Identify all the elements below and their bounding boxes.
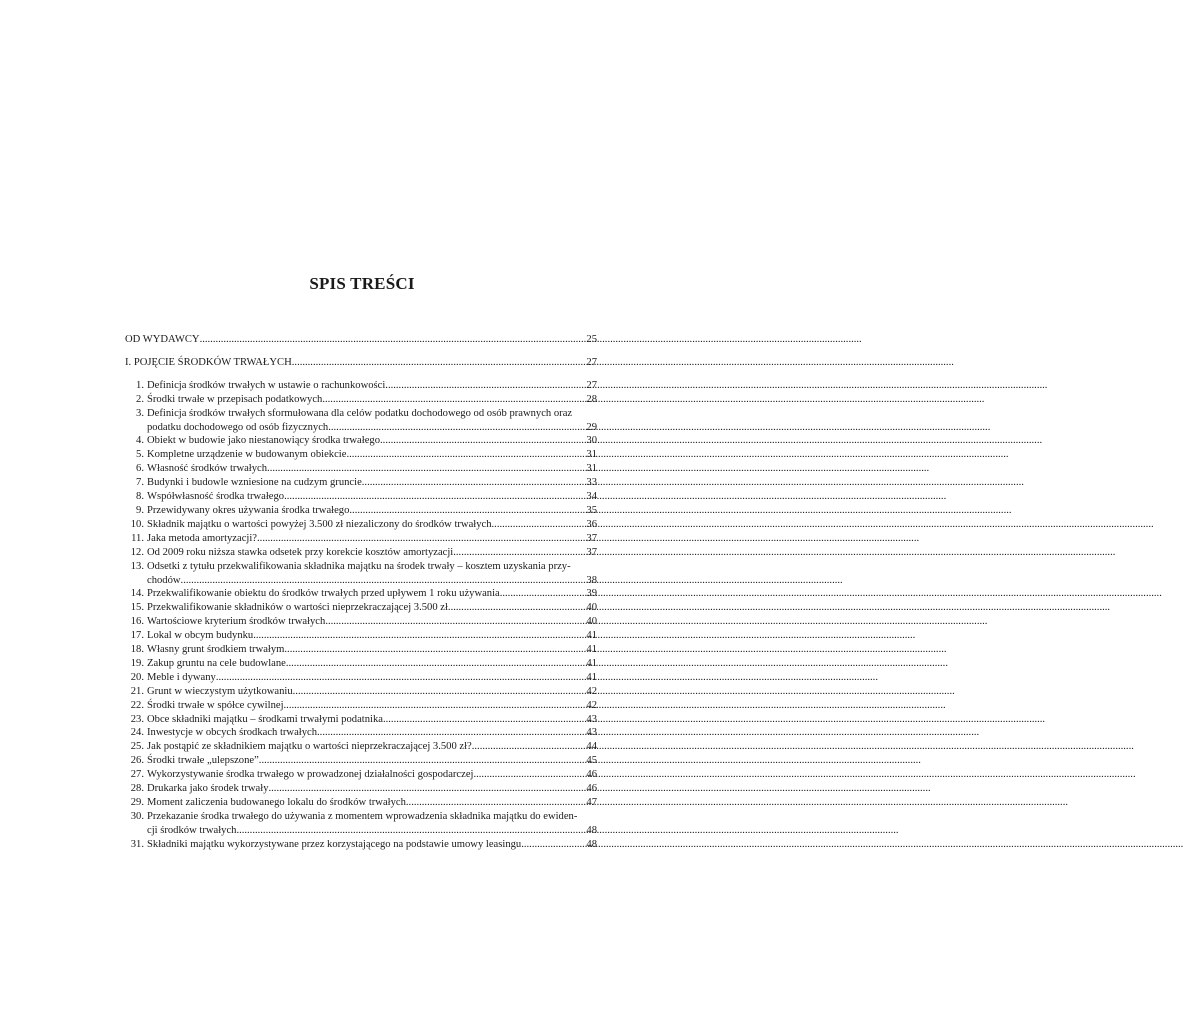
toc-leader-dots bbox=[257, 532, 585, 546]
toc-entry-title: cji środków trwałych bbox=[147, 824, 237, 836]
toc-leader-dots bbox=[385, 379, 585, 393]
toc-entry-number: 18. bbox=[130, 644, 144, 656]
toc-leader-dots bbox=[362, 476, 586, 490]
toc-leader-dots bbox=[453, 546, 585, 560]
toc-entry-title: Środki trwałe „ulepszone” bbox=[147, 755, 259, 767]
toc-entry bbox=[125, 782, 597, 796]
toc-entry-title: Inwestycje w obcych środkach trwałych bbox=[147, 727, 318, 739]
toc-leader-dots bbox=[216, 671, 586, 685]
toc-entry bbox=[125, 546, 597, 560]
toc-line bbox=[125, 699, 597, 713]
toc-line bbox=[125, 532, 597, 546]
toc-entry-number: 8. bbox=[136, 491, 144, 503]
toc-entry bbox=[125, 657, 597, 671]
toc-entry-title: Zakup gruntu na cele budowlane bbox=[147, 657, 286, 669]
toc-page-number: 39 bbox=[586, 588, 597, 600]
toc-entry-title: Składniki majątku wykorzystywane przez korzystającego na podstawie umowy leasingu bbox=[147, 838, 522, 850]
toc-entry-number: 25. bbox=[130, 741, 144, 753]
toc-page-number: 41 bbox=[586, 644, 597, 656]
toc-entry-number: 15. bbox=[130, 602, 144, 614]
toc-leader-dots bbox=[383, 713, 585, 727]
toc-leader-dots bbox=[284, 643, 585, 657]
toc-line bbox=[125, 824, 597, 838]
toc-line bbox=[125, 782, 597, 796]
toc-entry bbox=[125, 587, 597, 601]
toc-leader-dots bbox=[472, 740, 586, 754]
toc-entry-number: 22. bbox=[130, 699, 144, 711]
toc-line bbox=[125, 713, 597, 727]
toc-leader-dots bbox=[181, 574, 586, 588]
toc-entry-title: Kompletne urządzenie w budowanym obiekcie bbox=[147, 449, 347, 461]
toc-entry-title: OD WYDAWCY bbox=[125, 334, 200, 345]
toc-entry bbox=[125, 462, 597, 476]
toc-entry-number: 10. bbox=[130, 518, 144, 530]
toc-entry bbox=[125, 393, 597, 407]
toc-leader-dots bbox=[500, 587, 586, 601]
toc-leader-dots bbox=[200, 333, 586, 347]
toc-leader-dots bbox=[492, 518, 586, 532]
toc-leader-dots bbox=[349, 504, 585, 518]
toc-entry bbox=[125, 407, 597, 435]
toc-page-number: 41 bbox=[586, 657, 597, 669]
toc-leader-dots bbox=[406, 796, 586, 810]
toc-entry-title: Wykorzystywanie środka trwałego w prowadzonej działalności gospodarczej bbox=[147, 769, 474, 781]
toc-line bbox=[125, 476, 597, 490]
toc-line bbox=[125, 685, 597, 699]
toc-line bbox=[125, 629, 597, 643]
toc-page-number: 28 bbox=[586, 393, 597, 405]
toc-page-number: 47 bbox=[586, 797, 597, 808]
toc-entry bbox=[125, 699, 597, 713]
toc-entry-number: 13. bbox=[130, 560, 144, 572]
toc-page-number: 30 bbox=[586, 435, 597, 447]
toc-entry-number: 29. bbox=[130, 797, 144, 808]
toc-page-number: 37 bbox=[586, 532, 597, 544]
toc-entry-title: Drukarka jako środek trwały bbox=[147, 783, 269, 795]
toc-entry-title: Moment zaliczenia budowanego lokalu do środków trwałych bbox=[147, 797, 406, 808]
toc-entry-number: 1. bbox=[136, 379, 144, 391]
toc-line bbox=[125, 838, 597, 852]
toc-leader-dots bbox=[284, 490, 585, 504]
toc-entry-title: Przekwalifikowanie składników o wartości nieprzekraczającej 3.500 zł bbox=[147, 602, 448, 614]
toc-entry bbox=[125, 476, 597, 490]
toc-entry bbox=[125, 356, 597, 370]
toc-line bbox=[125, 546, 597, 560]
toc-entry-number: 27. bbox=[130, 769, 144, 781]
toc-leader-dots bbox=[380, 434, 585, 448]
toc-entry-number: 4. bbox=[136, 435, 144, 447]
toc-entry-title: Jak postąpić ze składnikiem majątku o wartości nieprzekraczającej 3.500 zł? bbox=[147, 741, 472, 753]
toc-page-number: 45 bbox=[586, 755, 597, 767]
toc-leader-dots bbox=[267, 462, 585, 476]
toc-line bbox=[125, 615, 597, 629]
toc-entry bbox=[125, 490, 597, 504]
toc-entry-number: 6. bbox=[136, 463, 144, 475]
toc-entry-number: 31. bbox=[130, 838, 144, 850]
toc-entry bbox=[125, 740, 597, 754]
toc-leader-dots bbox=[259, 754, 586, 768]
toc-leader-dots bbox=[284, 699, 586, 713]
toc-entry-title: Jaka metoda amortyzacji? bbox=[147, 532, 258, 544]
toc-entry-title: chodów bbox=[147, 574, 181, 586]
toc-entry-title: Odsetki z tytułu przekwalifikowania składnika majątku na środek trwały – kosztem uzyskania przy- bbox=[147, 560, 571, 572]
toc-entry-title: Grunt w wieczystym użytkowaniu bbox=[147, 685, 293, 697]
toc-line bbox=[125, 671, 597, 685]
toc-entry bbox=[125, 629, 597, 643]
toc-page-number: 41 bbox=[586, 671, 597, 683]
toc-entry bbox=[125, 532, 597, 546]
toc-page-number: 35 bbox=[586, 504, 597, 516]
toc-entry-number: 11. bbox=[131, 532, 144, 544]
toc-entry-number: 14. bbox=[130, 588, 144, 600]
toc-entry-title: Definicja środków trwałych w ustawie o rachunkowości bbox=[147, 379, 386, 391]
toc-entry-number: 5. bbox=[136, 449, 144, 461]
toc-line bbox=[125, 407, 597, 421]
toc-line bbox=[125, 587, 597, 601]
toc-page-number: 27 bbox=[586, 356, 597, 368]
toc-entry bbox=[125, 379, 597, 393]
toc-leader-dots bbox=[269, 782, 586, 796]
toc-page-number: 41 bbox=[586, 630, 597, 642]
toc-entry-number: 2. bbox=[136, 393, 144, 405]
toc-page-number: 29 bbox=[586, 421, 597, 433]
toc-leader-dots bbox=[325, 615, 585, 629]
toc-line bbox=[125, 462, 597, 476]
toc-entry-title: Przekwalifikowanie obiektu do środków trwałych przed upływem 1 roku używania bbox=[147, 588, 500, 600]
toc-leader-dots bbox=[322, 393, 585, 407]
toc-leader-dots bbox=[346, 448, 585, 462]
toc-entry bbox=[125, 518, 597, 532]
toc-entry bbox=[125, 448, 597, 462]
toc-entry bbox=[125, 713, 597, 727]
toc-leader-dots bbox=[317, 726, 585, 740]
toc-line bbox=[125, 518, 597, 532]
toc-entry bbox=[125, 434, 597, 448]
toc-entry-title: Przewidywany okres używania środka trwałego bbox=[147, 504, 350, 516]
toc-leader-dots bbox=[293, 685, 586, 699]
toc-leader-dots bbox=[473, 768, 585, 782]
toc-page-number: 46 bbox=[586, 769, 597, 781]
toc-page-number: 38 bbox=[586, 574, 597, 586]
toc-page-number: 36 bbox=[586, 518, 597, 530]
toc-page-number: 46 bbox=[586, 783, 597, 795]
toc-entry bbox=[125, 726, 597, 740]
toc-entry-title: Obiekt w budowie jako niestanowiący środka trwałego bbox=[147, 435, 381, 447]
toc-entry-number: 3. bbox=[136, 407, 144, 419]
toc-line bbox=[125, 574, 597, 588]
toc-page-number: 25 bbox=[586, 334, 597, 345]
page-title: SPIS TREŚCI bbox=[309, 274, 415, 293]
toc-page-number: 44 bbox=[586, 741, 597, 753]
toc-entry-title: podatku dochodowego od osób fizycznych bbox=[147, 421, 329, 433]
toc-line bbox=[125, 810, 597, 824]
toc-page-number: 42 bbox=[586, 699, 597, 711]
toc-entry bbox=[125, 333, 597, 347]
toc-entry-title: Przekazanie środka trwałego do używania z momentem wprowadzenia składnika majątku do ewiden- bbox=[147, 810, 578, 822]
toc-line bbox=[125, 393, 597, 407]
toc-entry-title: Obce składniki majątku – środkami trwałymi podatnika bbox=[147, 713, 383, 725]
toc-entry-number: 30. bbox=[130, 810, 144, 822]
toc-entry-number: 17. bbox=[130, 630, 144, 642]
toc-page-number: 40 bbox=[586, 616, 597, 628]
toc-page-number: 27 bbox=[586, 379, 597, 391]
toc-entry-title: Wartościowe kryterium środków trwałych bbox=[147, 616, 326, 628]
toc-entry-title: Własny grunt środkiem trwałym bbox=[147, 644, 285, 656]
toc-entry-title: Lokal w obcym budynku bbox=[147, 630, 254, 642]
toc-line bbox=[125, 796, 597, 810]
toc-entry bbox=[125, 685, 597, 699]
toc-leader-dots bbox=[328, 421, 585, 435]
toc-entry bbox=[125, 560, 597, 588]
toc-entry-title: Meble i dywany bbox=[147, 671, 216, 683]
toc-entry-number: 16. bbox=[130, 616, 144, 628]
toc-line bbox=[125, 379, 597, 393]
toc-page-number: 40 bbox=[586, 602, 597, 614]
toc-entry-number: 12. bbox=[130, 546, 144, 558]
toc-entry-title: Od 2009 roku niższa stawka odsetek przy korekcie kosztów amortyzacji bbox=[147, 546, 454, 558]
toc-entry-title: I. POJĘCIE ŚRODKÓW TRWAŁYCH bbox=[125, 356, 292, 368]
toc-line bbox=[125, 434, 597, 448]
toc-entry bbox=[125, 671, 597, 685]
toc-page-number: 48 bbox=[586, 824, 597, 836]
toc-line bbox=[125, 643, 597, 657]
toc-entry bbox=[125, 615, 597, 629]
toc-entry bbox=[125, 838, 597, 852]
toc-leader-dots bbox=[292, 356, 586, 370]
toc-page-number: 37 bbox=[586, 546, 597, 558]
toc-entry-title: Środki trwałe w spółce cywilnej bbox=[147, 699, 284, 711]
toc-page-number: 31 bbox=[586, 449, 597, 461]
toc-page-number: 34 bbox=[586, 491, 597, 503]
toc-entry-number: 19. bbox=[130, 657, 144, 669]
toc-entry-number: 26. bbox=[130, 755, 144, 767]
toc-page-number: 33 bbox=[586, 477, 597, 489]
toc-entry-number: 21. bbox=[130, 685, 144, 697]
toc-entry-title: Własność środków trwałych bbox=[147, 463, 268, 475]
toc-entry-number: 9. bbox=[136, 504, 144, 516]
toc-leader-dots bbox=[236, 824, 585, 838]
toc-page-number: 42 bbox=[586, 685, 597, 697]
toc-line bbox=[125, 601, 597, 615]
toc-line bbox=[125, 490, 597, 504]
toc-entry-title: Środki trwałe w przepisach podatkowych bbox=[147, 393, 323, 405]
toc-line bbox=[125, 504, 597, 518]
toc-leader-dots bbox=[521, 838, 585, 852]
toc-entry-number: 28. bbox=[130, 783, 144, 795]
toc-entry bbox=[125, 796, 597, 810]
toc-line bbox=[125, 740, 597, 754]
toc-leader-dots bbox=[286, 657, 586, 671]
toc-entry bbox=[125, 754, 597, 768]
toc-entry-title: Definicja środków trwałych sformułowana dla celów podatku dochodowego od osób prawnych oraz bbox=[147, 407, 573, 419]
toc-entry-number: 23. bbox=[130, 713, 144, 725]
toc-line bbox=[125, 333, 597, 347]
toc-page-number: 48 bbox=[586, 838, 597, 850]
toc-page-number: 43 bbox=[586, 727, 597, 739]
toc-entry bbox=[125, 601, 597, 615]
toc-line bbox=[125, 421, 597, 435]
toc-entry-number: 24. bbox=[130, 727, 144, 739]
toc-entry-title: Składnik majątku o wartości powyżej 3.500 zł niezaliczony do środków trwałych bbox=[147, 518, 492, 530]
toc-line bbox=[125, 356, 597, 370]
toc-leader-dots bbox=[448, 601, 585, 615]
toc-line bbox=[125, 448, 597, 462]
toc-entry bbox=[125, 768, 597, 782]
toc-line bbox=[125, 657, 597, 671]
toc-entry-number: 7. bbox=[136, 477, 144, 489]
toc-entry bbox=[125, 810, 597, 838]
toc-entry-number: 20. bbox=[130, 671, 144, 683]
toc-entry-title: Budynki i budowle wzniesione na cudzym gruncie bbox=[147, 477, 362, 489]
table-of-contents bbox=[125, 333, 597, 852]
toc-line bbox=[125, 768, 597, 782]
toc-entry-title: Współwłasność środka trwałego bbox=[147, 491, 285, 503]
toc-entry bbox=[125, 504, 597, 518]
toc-line bbox=[125, 726, 597, 740]
toc-line bbox=[125, 560, 597, 574]
toc-page-number: 43 bbox=[586, 713, 597, 725]
toc-line bbox=[125, 754, 597, 768]
toc-page-number: 31 bbox=[586, 463, 597, 475]
toc-leader-dots bbox=[253, 629, 585, 643]
toc-entry bbox=[125, 643, 597, 657]
